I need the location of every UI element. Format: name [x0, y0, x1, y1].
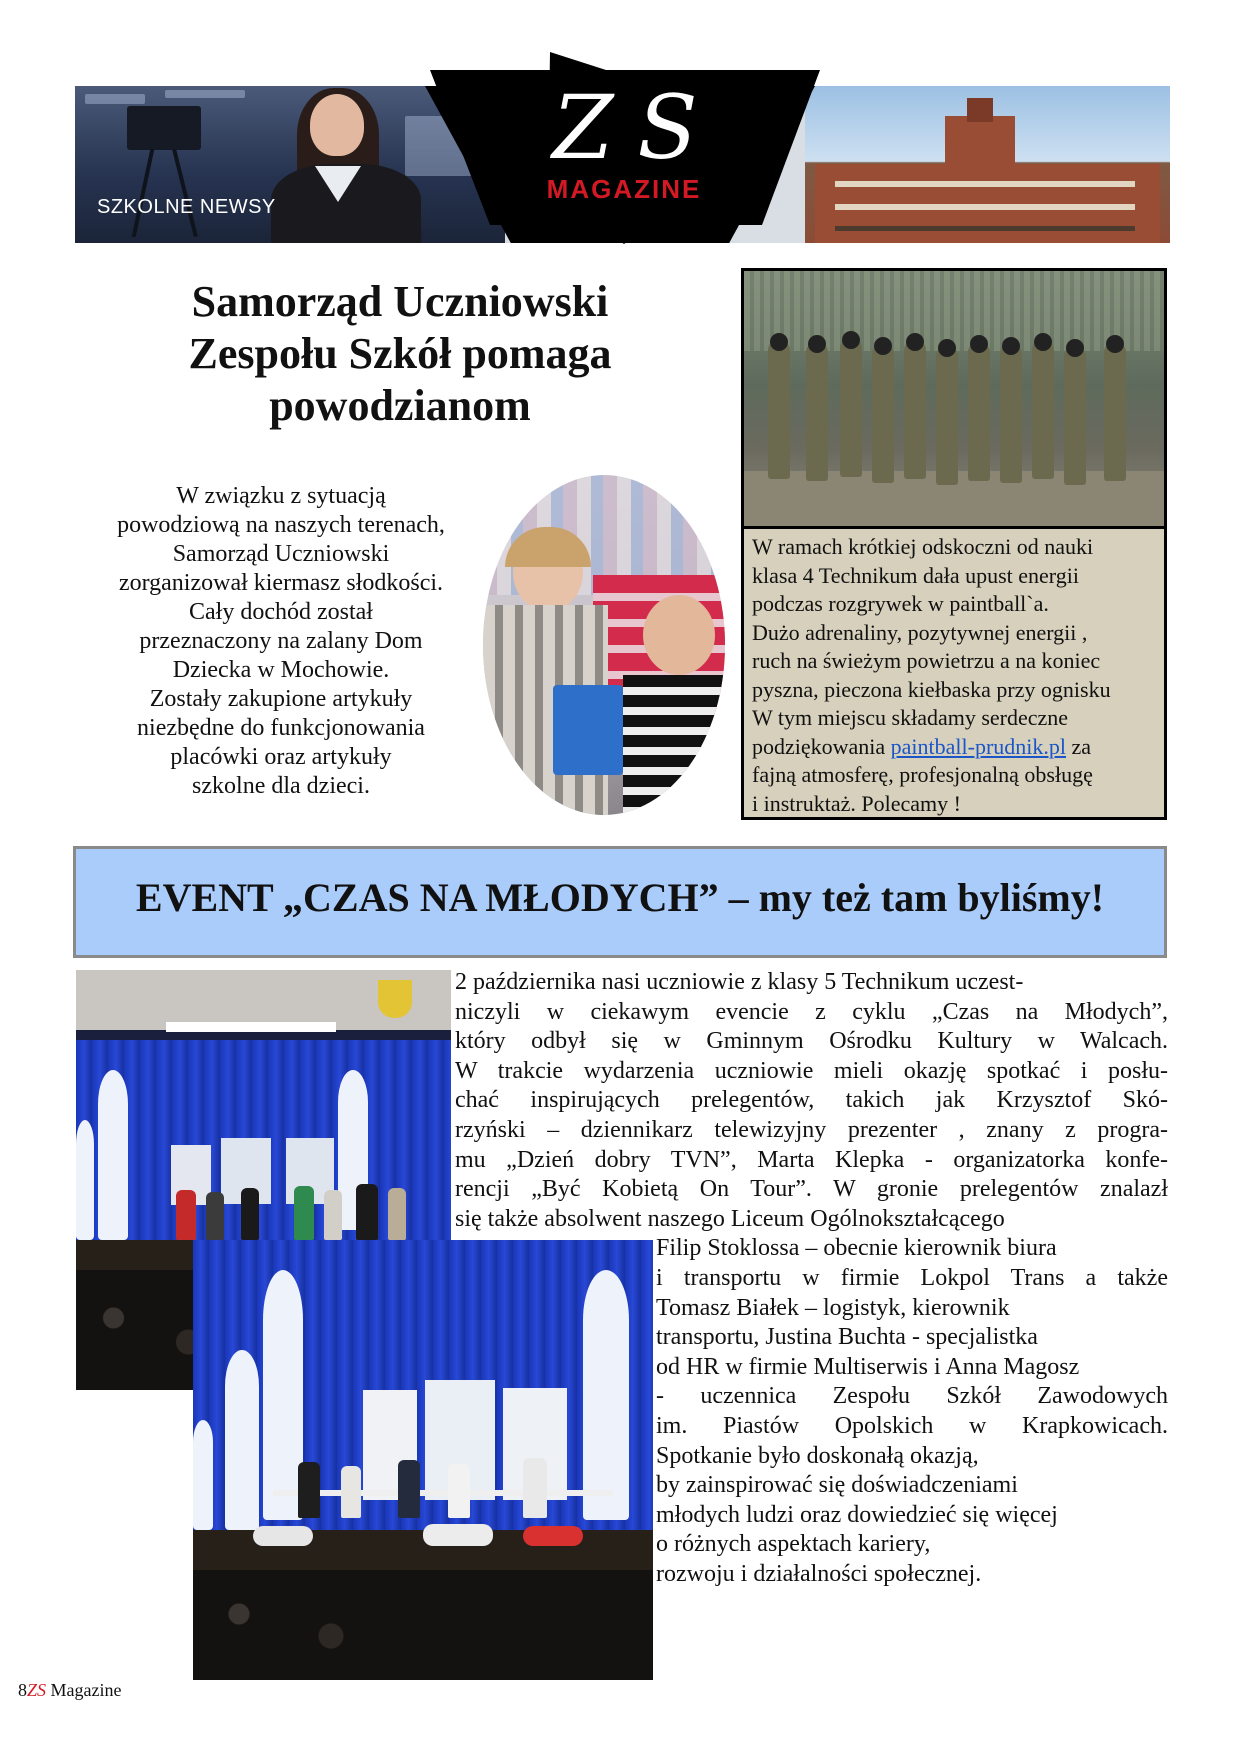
students-shopping-photo: [483, 475, 725, 815]
event-text-line: rozwoju i działalności społecznej.: [656, 1561, 982, 1587]
event-text-line: 2 października nasi uczniowie z klasy 5 Technikum uczest-: [455, 969, 1024, 995]
logo-magazine: MAGAZINE: [546, 174, 702, 204]
event-text-line: Tomasz Białek – logistyk, kierownik: [656, 1294, 1010, 1321]
banner-caption: SZKOLNE NEWSY: [97, 196, 276, 218]
paintball-line: podczas rozgrywek w paintball`a.: [752, 591, 1049, 616]
paintball-thanks-line: [752, 733, 1162, 762]
thanks-prefix: podziękowania: [752, 733, 891, 759]
body-line: Dziecka w Mochowie.: [172, 657, 390, 683]
logo-zs: Z S: [552, 76, 696, 179]
footer-magazine: Magazine: [46, 1680, 122, 1700]
footer-brand: ZS: [27, 1680, 47, 1700]
event-text-line: Spotkanie było doskonałą okazją,: [656, 1442, 979, 1469]
thanks-suffix: za: [1066, 733, 1092, 759]
body-line: powodziową na naszych terenach,: [117, 512, 445, 538]
article-title: [130, 276, 670, 432]
paintball-line: pyszna, pieczona kiełbaska przy ognisku: [752, 676, 1111, 702]
event-text-line: niczyli w ciekawym evencie z cyklu „Czas na Młodych”,: [455, 998, 1168, 1025]
event-text-line: - uczennica Zespołu Szkół Zawodowych: [656, 1383, 1168, 1410]
body-line: szkolne dla dzieci.: [192, 773, 370, 799]
event-text-line: młodych ludzi oraz dowiedzieć się więcej: [656, 1501, 1058, 1528]
paintball-line: klasa 4 Technikum dała upust energii: [752, 562, 1079, 588]
paintball-line: W ramach krótkiej odskoczni od nauki: [752, 534, 1094, 559]
event-text-line: rzyński – dziennikarz telewizyjny prezenter , znany z progra-: [455, 1117, 1168, 1143]
paintball-box: [741, 268, 1167, 820]
event-stage-photo-2: [193, 1240, 653, 1680]
paintball-text: [752, 533, 1162, 818]
body-line: Cały dochód został: [189, 599, 373, 625]
event-text-line: od HR w firmie Multiserwis i Anna Magosz: [656, 1353, 1080, 1380]
event-text-line: i transportu w firmie Lokpol Trans a także: [656, 1265, 1168, 1291]
body-line: W związku z sytuacją: [176, 483, 386, 509]
title-line: Zespołu Szkół pomaga: [188, 329, 612, 378]
event-text-line: chać inspirujących prelegentów, takich jak Krzysztof Skó-: [455, 1087, 1168, 1114]
paintball-line: W tym miejscu składamy serdeczne: [752, 705, 1069, 730]
event-title: EVENT „CZAS NA MŁODYCH” – my też tam byliśmy!: [135, 875, 1105, 920]
paintball-line: Dużo adrenaliny, pozytywnej energii ,: [752, 619, 1088, 645]
event-text-line: im. Piastów Opolskich w Krapkowicach.: [656, 1413, 1168, 1439]
paintball-prudnik-link[interactable]: paintball-prudnik.pl: [890, 733, 1067, 759]
body-line: przeznaczony na zalany Dom: [139, 628, 423, 654]
paintball-line: ruch na świeżym powietrzu a na koniec: [752, 648, 1101, 673]
page-number: 8: [18, 1680, 27, 1700]
paintball-group-photo: [744, 271, 1164, 529]
body-line: Zostały zakupione artykuły: [149, 686, 413, 712]
event-text-line: Filip Stoklossa – obecnie kierownik biura: [656, 1235, 1057, 1262]
event-text-line: się także absolwent naszego Liceum Ogólnokształcącego: [455, 1205, 1005, 1232]
paintball-line: fajną atmosferę, profesjonalną obsługę: [752, 762, 1093, 787]
body-line: niezbędne do funkcjonowania: [137, 715, 425, 741]
event-text-line: W trakcie wydarzenia uczniowie mieli okazję spotkać i posłu-: [455, 1057, 1168, 1084]
event-text-line: o różnych aspektach kariery,: [656, 1531, 931, 1558]
event-text-line: który odbył się w Gminnym Ośrodku Kultury w Walcach.: [455, 1028, 1168, 1055]
article-body: [92, 482, 470, 801]
page-footer: [18, 1680, 121, 1701]
title-line: powodzianom: [269, 381, 531, 430]
event-text-line: mu „Dzień dobry TVN”, Marta Klepka - organizatorka konfe-: [455, 1146, 1168, 1173]
paintball-line: i instruktaż. Polecamy !: [752, 790, 961, 816]
event-text-line: by zainspirować się doświadczeniami: [656, 1472, 1018, 1499]
body-line: zorganizował kiermasz słodkości.: [118, 570, 444, 596]
event-text-line: rencji „Być Kobietą On Tour”. W gronie prelegentów znalazł: [455, 1176, 1168, 1203]
body-line: Samorząd Uczniowski: [172, 541, 390, 567]
event-header-bar: [73, 846, 1167, 958]
coat-of-arms-icon: [378, 980, 412, 1018]
event-text-line: transportu, Justina Buchta - specjalistka: [656, 1324, 1038, 1351]
title-line: Samorząd Uczniowski: [191, 277, 609, 326]
body-line: placówki oraz artykuły: [170, 744, 392, 770]
